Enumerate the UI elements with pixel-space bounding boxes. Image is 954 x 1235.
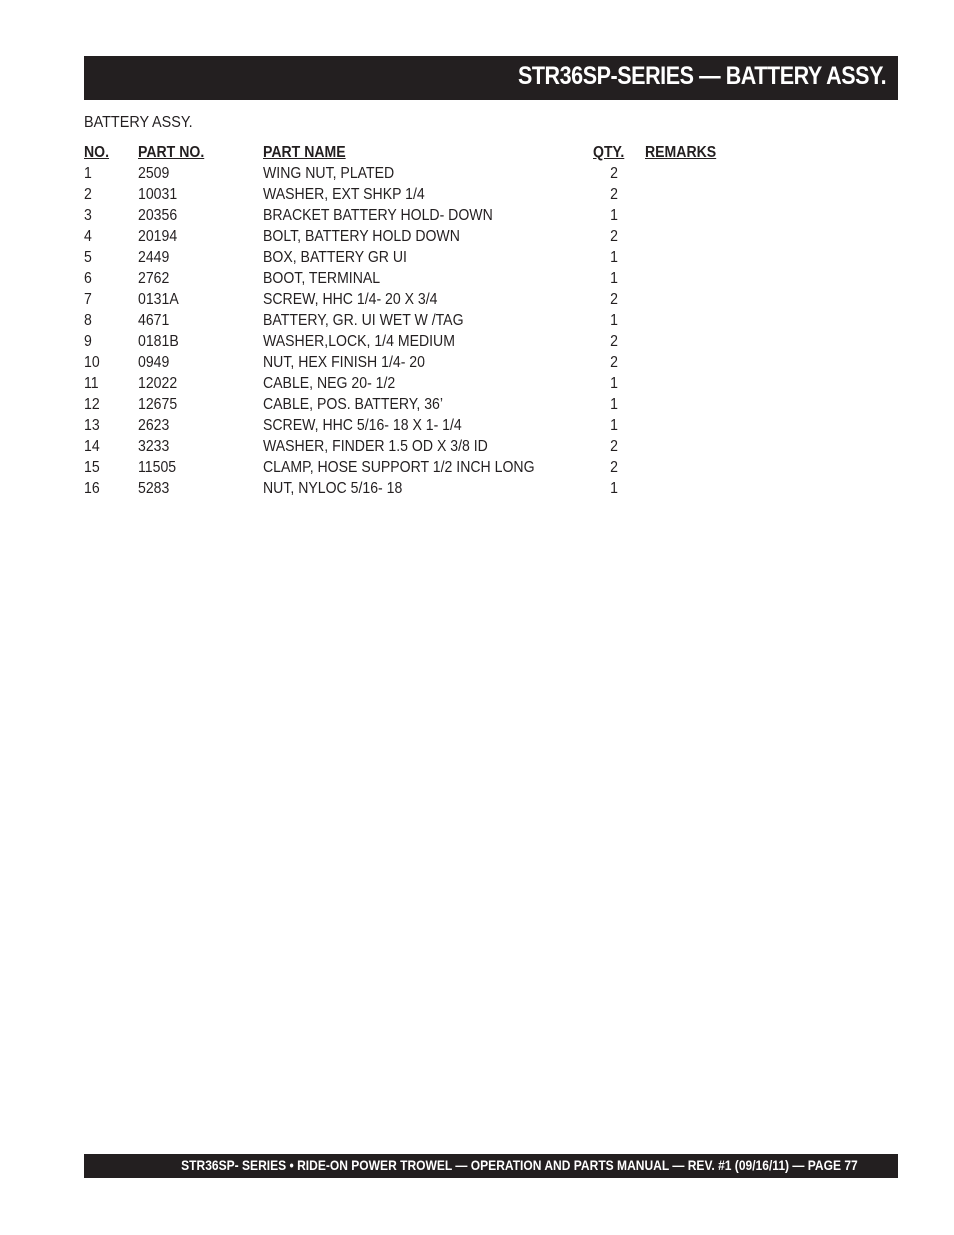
cell-part-no: 12022 xyxy=(138,375,178,392)
table-row xyxy=(84,395,784,416)
cell-part-name: NUT, HEX FINISH 1/4- 20 xyxy=(263,354,425,371)
cell-part-no: 0181B xyxy=(138,333,179,350)
table-row xyxy=(84,206,784,227)
column-header-part-name: PART NAME xyxy=(263,144,346,161)
table-row xyxy=(84,269,784,290)
cell-qty: 1 xyxy=(610,480,618,497)
cell-no: 6 xyxy=(84,270,92,287)
table-row xyxy=(84,311,784,332)
cell-part-no: 2449 xyxy=(138,249,170,266)
cell-part-name: BRACKET BATTERY HOLD- DOWN xyxy=(263,207,493,224)
section-title: BATTERY ASSY. xyxy=(84,114,193,131)
table-row xyxy=(84,248,784,269)
cell-qty: 1 xyxy=(610,396,618,413)
page-footer-text: STR36SP- SERIES • RIDE-ON POWER TROWEL — OPERATION AND PARTS MANUAL — REV. #1 (09/16/11) — PAGE 77 xyxy=(181,1157,858,1173)
cell-no: 16 xyxy=(84,480,100,497)
column-header-qty: QTY. xyxy=(593,144,625,161)
cell-no: 9 xyxy=(84,333,92,350)
cell-part-no: 20356 xyxy=(138,207,178,224)
page-footer-bar xyxy=(84,1154,898,1178)
cell-qty: 2 xyxy=(610,291,618,308)
table-row xyxy=(84,458,784,479)
cell-no: 10 xyxy=(84,354,100,371)
cell-qty: 2 xyxy=(610,186,618,203)
cell-qty: 1 xyxy=(610,312,618,329)
cell-part-no: 20194 xyxy=(138,228,178,245)
cell-part-no: 10031 xyxy=(138,186,178,203)
table-body xyxy=(84,164,784,500)
cell-part-no: 3233 xyxy=(138,438,170,455)
cell-no: 2 xyxy=(84,186,92,203)
cell-no: 7 xyxy=(84,291,92,308)
cell-part-no: 12675 xyxy=(138,396,178,413)
cell-qty: 2 xyxy=(610,354,618,371)
cell-part-no: 2762 xyxy=(138,270,170,287)
cell-no: 12 xyxy=(84,396,100,413)
cell-no: 8 xyxy=(84,312,92,329)
cell-part-name: WASHER, FINDER 1.5 OD X 3/8 ID xyxy=(263,438,488,455)
cell-qty: 1 xyxy=(610,270,618,287)
page-title: STR36SP-SERIES — BATTERY ASSY. xyxy=(517,62,886,90)
cell-part-name: WING NUT, PLATED xyxy=(263,165,395,182)
cell-part-name: WASHER, EXT SHKP 1/4 xyxy=(263,186,425,203)
cell-part-name: CLAMP, HOSE SUPPORT 1/2 INCH LONG xyxy=(263,459,535,476)
cell-part-no: 0131A xyxy=(138,291,179,308)
table-row xyxy=(84,185,784,206)
cell-part-name: SCREW, HHC 5/16- 18 X 1- 1/4 xyxy=(263,417,462,434)
table-row xyxy=(84,164,784,185)
table-row xyxy=(84,374,784,395)
cell-no: 15 xyxy=(84,459,100,476)
cell-part-name: BOX, BATTERY GR UI xyxy=(263,249,407,266)
table-row xyxy=(84,332,784,353)
cell-part-no: 2623 xyxy=(138,417,170,434)
cell-part-name: BOLT, BATTERY HOLD DOWN xyxy=(263,228,460,245)
cell-qty: 1 xyxy=(610,249,618,266)
cell-no: 11 xyxy=(84,375,99,392)
cell-no: 13 xyxy=(84,417,100,434)
cell-part-name: BOOT, TERMINAL xyxy=(263,270,381,287)
cell-part-no: 5283 xyxy=(138,480,170,497)
table-row xyxy=(84,479,784,500)
table-row xyxy=(84,416,784,437)
cell-part-name: WASHER,LOCK, 1/4 MEDIUM xyxy=(263,333,455,350)
column-header-no: NO. xyxy=(84,144,110,161)
table-row xyxy=(84,290,784,311)
cell-no: 4 xyxy=(84,228,92,245)
cell-qty: 2 xyxy=(610,459,618,476)
table-header-row xyxy=(84,143,784,164)
cell-qty: 2 xyxy=(610,438,618,455)
page-header-bar xyxy=(84,56,898,100)
cell-qty: 1 xyxy=(610,207,618,224)
cell-qty: 2 xyxy=(610,228,618,245)
cell-part-no: 11505 xyxy=(138,459,177,476)
cell-no: 5 xyxy=(84,249,92,266)
cell-qty: 1 xyxy=(610,375,618,392)
column-header-part-no: PART NO. xyxy=(138,144,205,161)
cell-part-no: 2509 xyxy=(138,165,170,182)
cell-part-no: 4671 xyxy=(138,312,170,329)
cell-part-name: SCREW, HHC 1/4- 20 X 3/4 xyxy=(263,291,438,308)
cell-part-name: CABLE, NEG 20- 1/2 xyxy=(263,375,396,392)
cell-qty: 2 xyxy=(610,165,618,182)
table-row xyxy=(84,353,784,374)
table-row xyxy=(84,227,784,248)
cell-no: 1 xyxy=(84,165,92,182)
cell-no: 3 xyxy=(84,207,92,224)
column-header-remarks: REMARKS xyxy=(645,144,717,161)
cell-part-name: CABLE, POS. BATTERY, 36’ xyxy=(263,396,443,413)
cell-qty: 1 xyxy=(610,417,618,434)
table-row xyxy=(84,437,784,458)
cell-part-name: NUT, NYLOC 5/16- 18 xyxy=(263,480,403,497)
parts-table xyxy=(84,143,784,500)
cell-part-no: 0949 xyxy=(138,354,170,371)
cell-qty: 2 xyxy=(610,333,618,350)
cell-part-name: BATTERY, GR. UI WET W /TAG xyxy=(263,312,464,329)
cell-no: 14 xyxy=(84,438,100,455)
